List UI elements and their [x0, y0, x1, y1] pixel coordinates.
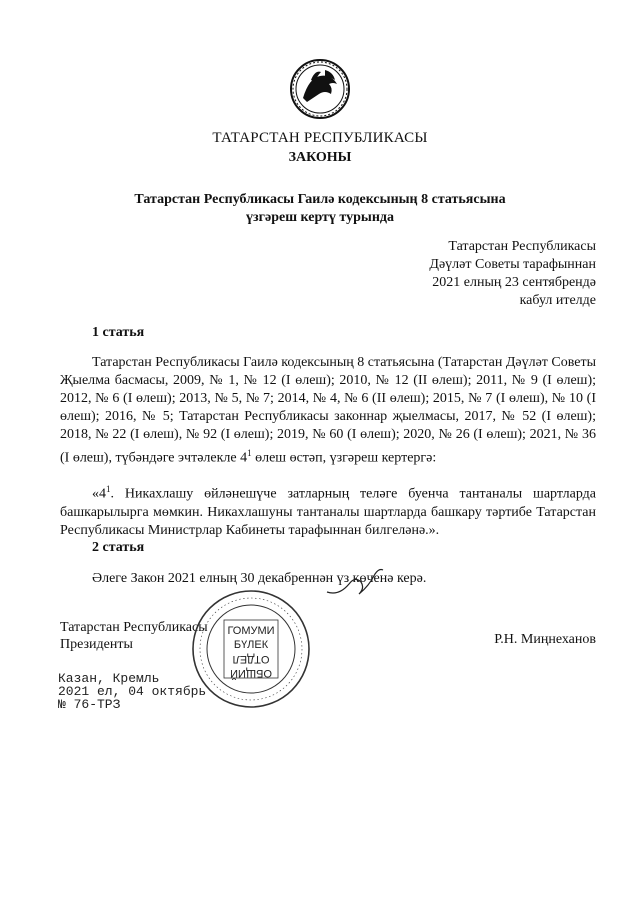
article2-heading: 2 статья: [92, 540, 145, 555]
adoption-line: 2021 елның 23 сентябрендә: [432, 275, 596, 290]
article1-text: Татарстан Республикасы Гаилә кодексының 8 статьясына (Татарстан Дәүләт Советы Җыелма басмасы, 2009, № 1, № 12 (I өлеш); 2010, № 12 (II өлеш); 2011, № 9 (I өлеш); 2012, № 6 (I өлеш); 2013, № 5, № 7; 2014, № 4, № 6 (II өлеш); 2015, № 7 (I өлеш), № 10 (I өлеш); 2016, № 5; Татарстан Республикасы законнар җыелмасы, 2017, № 52 (I өлеш); 2018, № 22 (I өлеш), № 92 (I өлеш); 2019, № 60 (I өлеш); 2020, № 26 (I өлеш); 2021, № 36 (I өлеш), түбәндәге эчтәлекле 4: [60, 355, 597, 466]
stamp-line4: ОБЩИЙ: [230, 667, 272, 679]
adoption-line: Татарстан Республикасы: [448, 239, 596, 254]
registration-place: Казан, Кремль: [58, 671, 160, 686]
official-stamp: [190, 588, 312, 710]
article1-heading: 1 статья: [92, 325, 145, 340]
law-title-line2: үзгәреш кертү турында: [246, 210, 394, 225]
adoption-line: Дәүләт Советы тарафыннан: [429, 257, 596, 272]
stamp-line3: ОТДЕЛ: [232, 653, 270, 665]
article2-paragraph: Әлеге Закон 2021 елның 30 декабреннән үз көченә керә.: [92, 571, 427, 586]
president-position-line1: Татарстан Республикасы: [60, 620, 208, 635]
law-heading: ЗАКОНЫ: [288, 150, 352, 165]
president-name: Р.Н. Миңнеханов: [494, 632, 596, 647]
handwritten-signature: [325, 566, 385, 600]
quote-start: «4: [92, 486, 106, 502]
registration-date: 2021 ел, 04 октябрь: [58, 684, 207, 699]
article1-text-end: өлеш өстәп, үзгәреш кертергә:: [251, 450, 437, 466]
article1-quote: [60, 480, 596, 540]
registration-number: № 76-ТРЗ: [58, 697, 121, 712]
president-position-line2: Президенты: [60, 637, 133, 652]
stamp-line1: ГОМУМИ: [227, 625, 275, 637]
stamp-line2: БҮЛЕК: [233, 639, 269, 651]
adoption-line: кабул ителде: [519, 293, 596, 308]
republic-heading: ТАТАРСТАН РЕСПУБЛИКАСЫ: [212, 130, 428, 146]
article1-paragraph: [60, 354, 596, 468]
law-title-line1: Татарстан Республикасы Гаилә кодексының 8 статьясына: [134, 192, 506, 207]
quote-text: . Никахлашу өйләнешүче затларның теләге буенча тантаналы шартларда башкарылырга мөмкин. Никахлашуны тантаналы шартларда башкару тәртибе Татарстан Республикасы Министрлар Кабинеты тарафыннан билгеләнә.».: [60, 486, 596, 538]
quote-sup: 1: [106, 484, 111, 494]
article1-sup: 1: [247, 448, 252, 458]
coat-of-arms-icon: [289, 58, 351, 120]
